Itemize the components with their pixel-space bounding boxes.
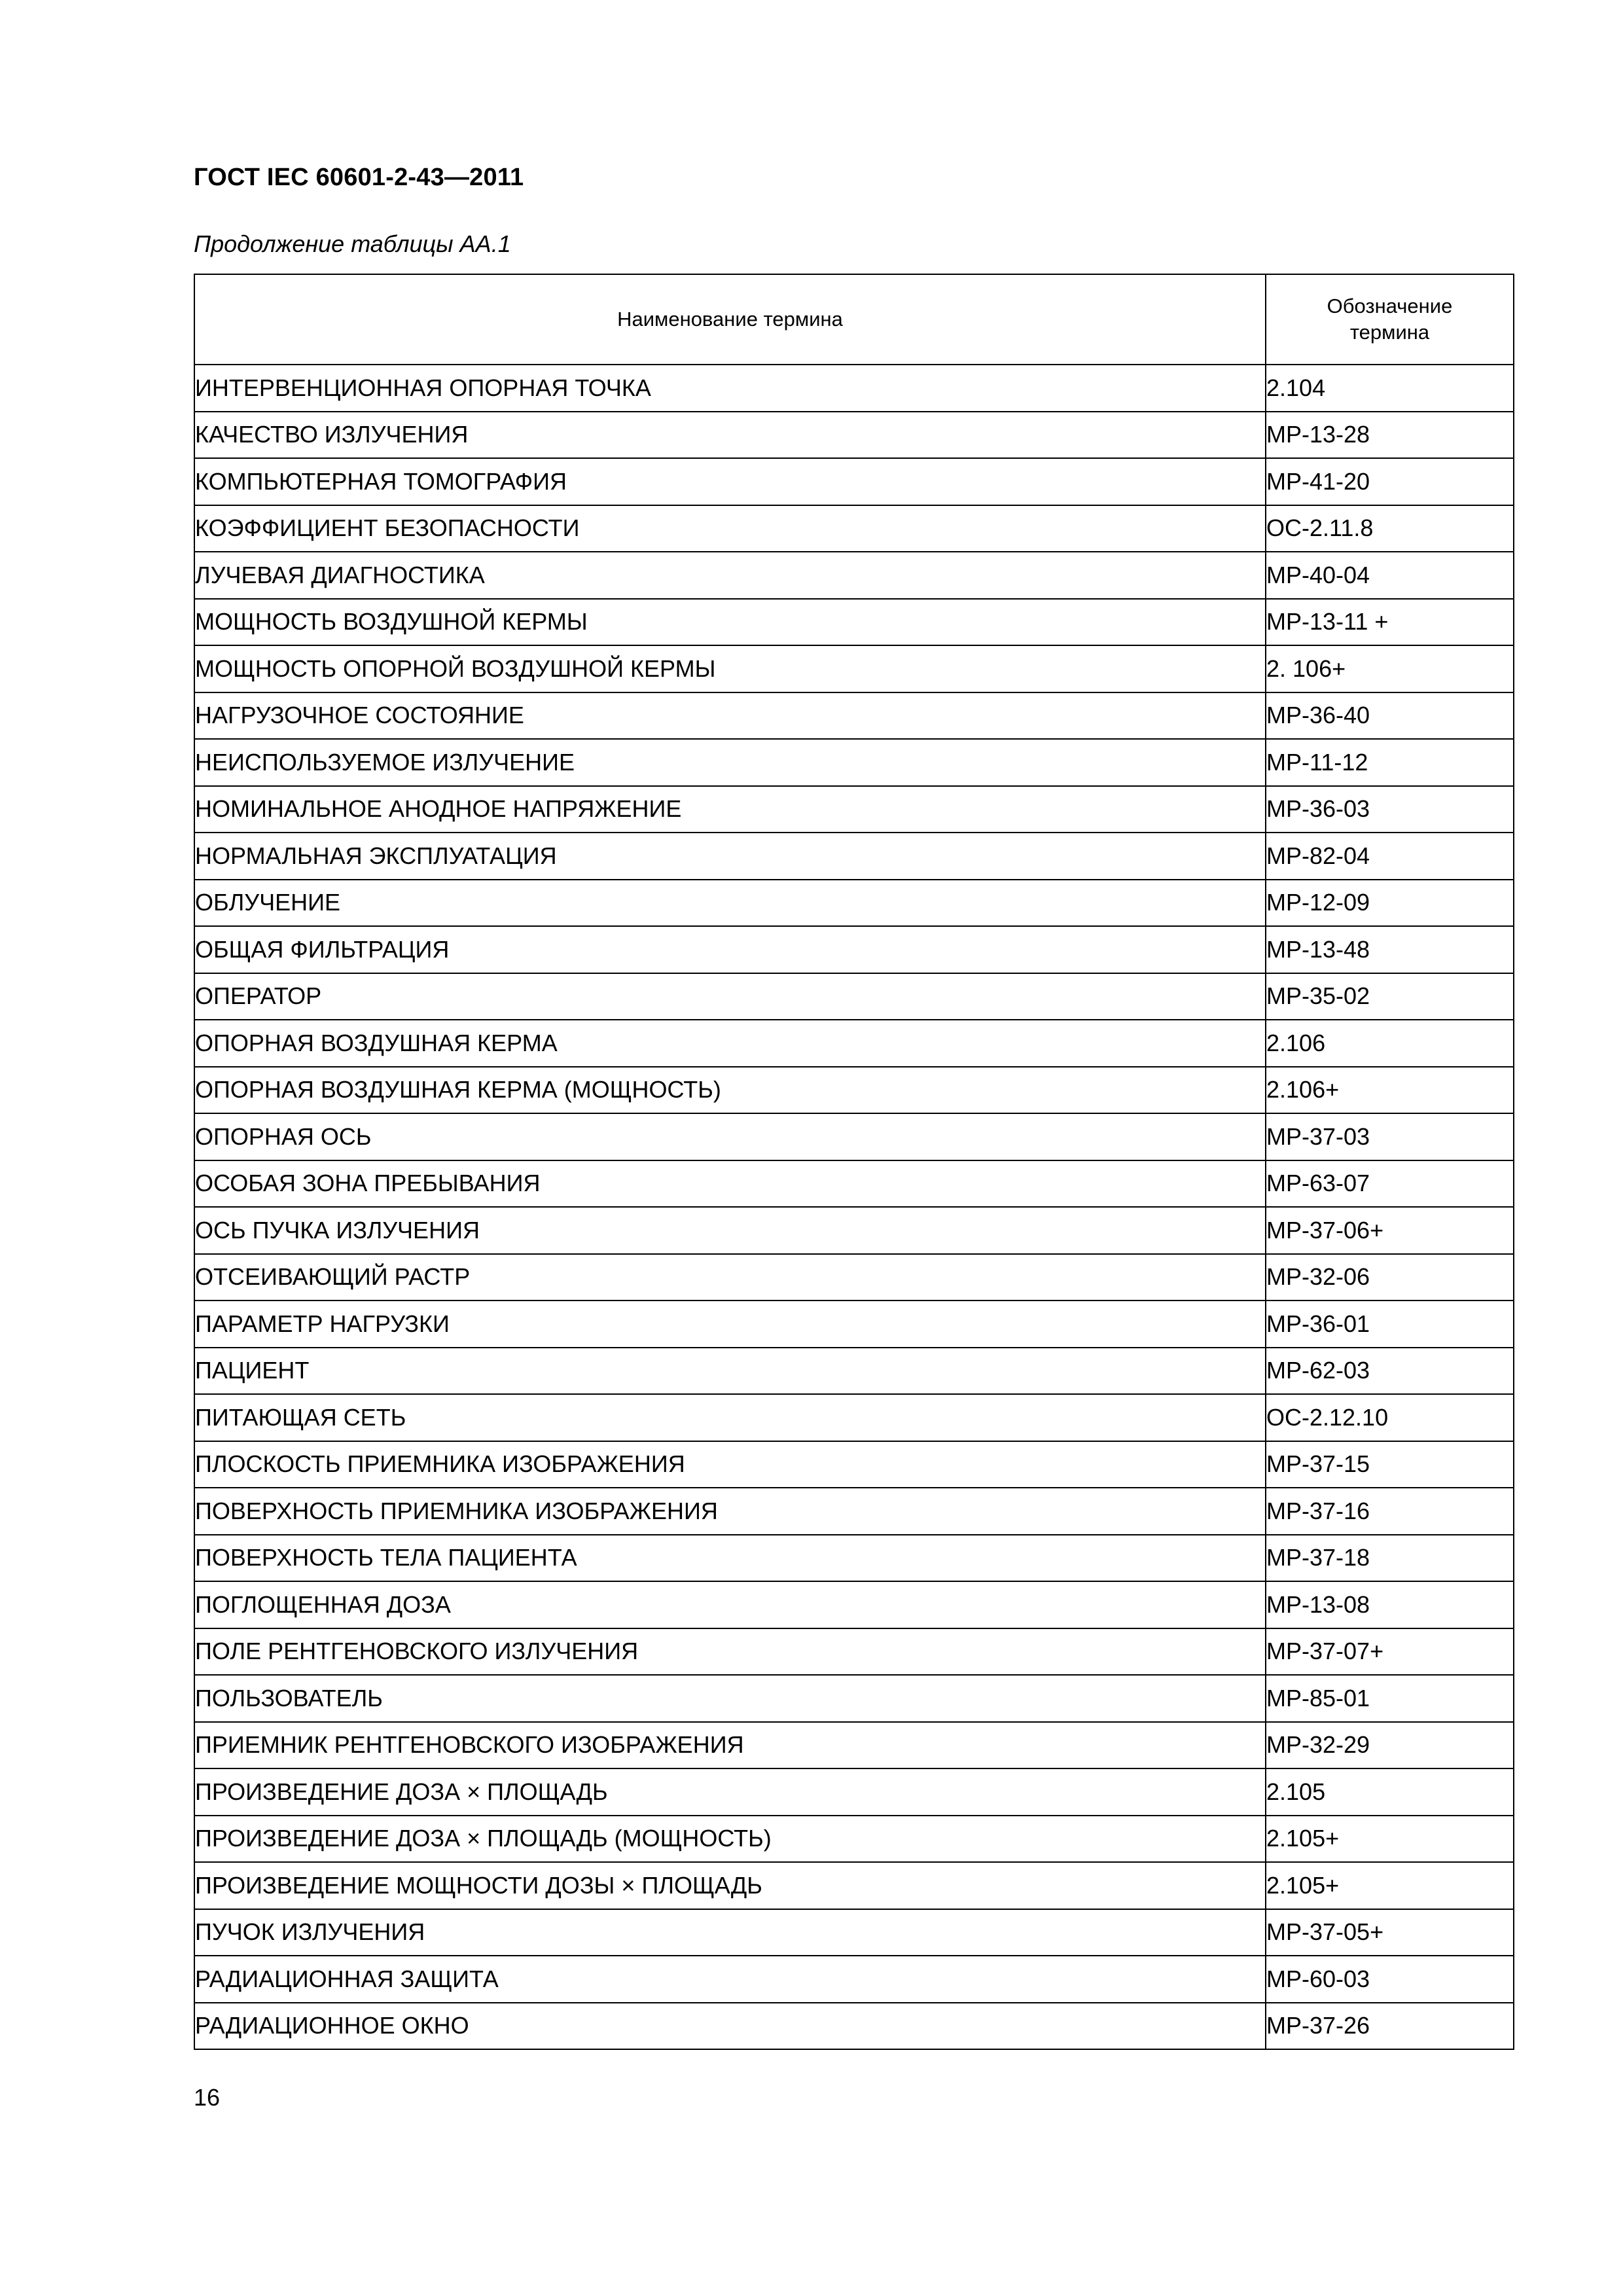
table-row xyxy=(194,1067,1514,1114)
term-code-cell: 2.104 xyxy=(1266,365,1514,412)
table-row xyxy=(194,458,1514,505)
table-row xyxy=(194,1113,1514,1160)
term-name-cell: РАДИАЦИОННАЯ ЗАЩИТА xyxy=(194,1956,1266,2003)
term-name-cell: ПРИЕМНИК РЕНТГЕНОВСКОГО ИЗОБРАЖЕНИЯ xyxy=(194,1722,1266,1769)
term-name-cell: ЛУЧЕВАЯ ДИАГНОСТИКА xyxy=(194,552,1266,599)
term-name-cell: ОСЬ ПУЧКА ИЗЛУЧЕНИЯ xyxy=(194,1207,1266,1254)
term-code-cell: МР-13-08 xyxy=(1266,1581,1514,1628)
table-row xyxy=(194,926,1514,973)
term-name-cell: ОПОРНАЯ ВОЗДУШНАЯ КЕРМА xyxy=(194,1020,1266,1067)
term-code-cell: 2.105+ xyxy=(1266,1816,1514,1863)
term-code-cell: МР-11-12 xyxy=(1266,739,1514,786)
term-code-cell: МР-62-03 xyxy=(1266,1348,1514,1395)
term-code-cell: МР-40-04 xyxy=(1266,552,1514,599)
term-code-cell: МР-13-28 xyxy=(1266,412,1514,459)
table-row xyxy=(194,833,1514,880)
table-row xyxy=(194,1207,1514,1254)
term-name-cell: НОМИНАЛЬНОЕ АНОДНОЕ НАПРЯЖЕНИЕ xyxy=(194,786,1266,833)
table-row xyxy=(194,505,1514,552)
term-code-cell: МР-36-03 xyxy=(1266,786,1514,833)
table-row xyxy=(194,1394,1514,1441)
table-row xyxy=(194,1254,1514,1301)
term-name-cell: ОПОРНАЯ ОСЬ xyxy=(194,1113,1266,1160)
term-name-cell: ПРОИЗВЕДЕНИЕ ДОЗА × ПЛОЩАДЬ xyxy=(194,1768,1266,1816)
table-row xyxy=(194,599,1514,646)
term-name-cell: ОТСЕИВАЮЩИЙ РАСТР xyxy=(194,1254,1266,1301)
term-code-cell: 2.105 xyxy=(1266,1768,1514,1816)
term-name-cell: ПЛОСКОСТЬ ПРИЕМНИКА ИЗОБРАЖЕНИЯ xyxy=(194,1441,1266,1488)
term-name-cell: КАЧЕСТВО ИЗЛУЧЕНИЯ xyxy=(194,412,1266,459)
table-row xyxy=(194,2003,1514,2050)
term-code-cell: ОС-2.12.10 xyxy=(1266,1394,1514,1441)
table-row xyxy=(194,552,1514,599)
table-row xyxy=(194,412,1514,459)
term-name-cell: КОЭФФИЦИЕНТ БЕЗОПАСНОСТИ xyxy=(194,505,1266,552)
term-name-cell: КОМПЬЮТЕРНАЯ ТОМОГРАФИЯ xyxy=(194,458,1266,505)
table-row xyxy=(194,1441,1514,1488)
term-code-cell: МР-85-01 xyxy=(1266,1675,1514,1722)
table-row xyxy=(194,1722,1514,1769)
table-row xyxy=(194,1862,1514,1909)
table-caption: Продолжение таблицы АА.1 xyxy=(194,230,511,257)
term-code-cell: МР-37-16 xyxy=(1266,1488,1514,1535)
table-header-row xyxy=(194,274,1514,365)
term-code-cell: МР-63-07 xyxy=(1266,1160,1514,1208)
term-code-cell: МР-37-07+ xyxy=(1266,1628,1514,1676)
term-name-cell: ПУЧОК ИЗЛУЧЕНИЯ xyxy=(194,1909,1266,1956)
table-row xyxy=(194,739,1514,786)
term-code-cell: МР-37-26 xyxy=(1266,2003,1514,2050)
term-code-cell: МР-41-20 xyxy=(1266,458,1514,505)
term-name-cell: ПОВЕРХНОСТЬ ТЕЛА ПАЦИЕНТА xyxy=(194,1535,1266,1582)
term-name-cell: ОБЩАЯ ФИЛЬТРАЦИЯ xyxy=(194,926,1266,973)
term-name-cell: ОПОРНАЯ ВОЗДУШНАЯ КЕРМА (МОЩНОСТЬ) xyxy=(194,1067,1266,1114)
table-row xyxy=(194,1768,1514,1816)
terms-table xyxy=(194,274,1514,2050)
table-row xyxy=(194,1020,1514,1067)
table-row xyxy=(194,1956,1514,2003)
table-row xyxy=(194,973,1514,1020)
page-number: 16 xyxy=(194,2084,221,2111)
term-code-cell: МР-32-06 xyxy=(1266,1254,1514,1301)
term-name-cell: МОЩНОСТЬ ОПОРНОЙ ВОЗДУШНОЙ КЕРМЫ xyxy=(194,645,1266,692)
term-code-cell: МР-32-29 xyxy=(1266,1722,1514,1769)
term-name-cell: НОРМАЛЬНАЯ ЭКСПЛУАТАЦИЯ xyxy=(194,833,1266,880)
table-row xyxy=(194,1300,1514,1348)
table-body xyxy=(194,365,1514,2049)
column-header-code-line1: Обозначение xyxy=(1327,295,1453,317)
table-row xyxy=(194,786,1514,833)
term-name-cell: ПОЛЬЗОВАТЕЛЬ xyxy=(194,1675,1266,1722)
term-name-cell: ПРОИЗВЕДЕНИЕ МОЩНОСТИ ДОЗЫ × ПЛОЩАДЬ xyxy=(194,1862,1266,1909)
term-code-cell: МР-60-03 xyxy=(1266,1956,1514,2003)
term-name-cell: ИНТЕРВЕНЦИОННАЯ ОПОРНАЯ ТОЧКА xyxy=(194,365,1266,412)
term-name-cell: РАДИАЦИОННОЕ ОКНО xyxy=(194,2003,1266,2050)
term-name-cell: ОСОБАЯ ЗОНА ПРЕБЫВАНИЯ xyxy=(194,1160,1266,1208)
column-header-name: Наименование термина xyxy=(194,274,1266,365)
term-name-cell: НАГРУЗОЧНОЕ СОСТОЯНИЕ xyxy=(194,692,1266,740)
term-code-cell: МР-36-40 xyxy=(1266,692,1514,740)
term-name-cell: МОЩНОСТЬ ВОЗДУШНОЙ КЕРМЫ xyxy=(194,599,1266,646)
table-row xyxy=(194,1581,1514,1628)
term-code-cell: 2. 106+ xyxy=(1266,645,1514,692)
column-header-code-line2: термина xyxy=(1349,321,1430,344)
table-row xyxy=(194,1348,1514,1395)
term-code-cell: МР-37-15 xyxy=(1266,1441,1514,1488)
term-code-cell: МР-13-48 xyxy=(1266,926,1514,973)
table-row xyxy=(194,1160,1514,1208)
table-row xyxy=(194,365,1514,412)
term-name-cell: НЕИСПОЛЬЗУЕМОЕ ИЗЛУЧЕНИЕ xyxy=(194,739,1266,786)
term-name-cell: ПОГЛОЩЕННАЯ ДОЗА xyxy=(194,1581,1266,1628)
table-row xyxy=(194,1675,1514,1722)
term-name-cell: ОПЕРАТОР xyxy=(194,973,1266,1020)
table-row xyxy=(194,1816,1514,1863)
term-code-cell: 2.106+ xyxy=(1266,1067,1514,1114)
term-name-cell: ПРОИЗВЕДЕНИЕ ДОЗА × ПЛОЩАДЬ (МОЩНОСТЬ) xyxy=(194,1816,1266,1863)
term-code-cell: 2.106 xyxy=(1266,1020,1514,1067)
term-name-cell: ОБЛУЧЕНИЕ xyxy=(194,880,1266,927)
table-row xyxy=(194,1909,1514,1956)
term-code-cell: МР-35-02 xyxy=(1266,973,1514,1020)
term-code-cell: МР-37-03 xyxy=(1266,1113,1514,1160)
term-code-cell: МР-36-01 xyxy=(1266,1300,1514,1348)
term-name-cell: ПАЦИЕНТ xyxy=(194,1348,1266,1395)
term-code-cell: МР-12-09 xyxy=(1266,880,1514,927)
term-name-cell: ПАРАМЕТР НАГРУЗКИ xyxy=(194,1300,1266,1348)
term-code-cell: МР-37-06+ xyxy=(1266,1207,1514,1254)
table-row xyxy=(194,645,1514,692)
term-code-cell: МР-13-11 + xyxy=(1266,599,1514,646)
table-row xyxy=(194,880,1514,927)
table-row xyxy=(194,1488,1514,1535)
term-name-cell: ПОЛЕ РЕНТГЕНОВСКОГО ИЗЛУЧЕНИЯ xyxy=(194,1628,1266,1676)
term-name-cell: ПИТАЮЩАЯ СЕТЬ xyxy=(194,1394,1266,1441)
column-header-code xyxy=(1266,274,1514,365)
document-header: ГОСТ IEC 60601-2-43—2011 xyxy=(194,164,524,191)
table-row xyxy=(194,1628,1514,1676)
table-row xyxy=(194,1535,1514,1582)
term-code-cell: 2.105+ xyxy=(1266,1862,1514,1909)
table-row xyxy=(194,692,1514,740)
term-name-cell: ПОВЕРХНОСТЬ ПРИЕМНИКА ИЗОБРАЖЕНИЯ xyxy=(194,1488,1266,1535)
term-code-cell: МР-37-18 xyxy=(1266,1535,1514,1582)
term-code-cell: ОС-2.11.8 xyxy=(1266,505,1514,552)
term-code-cell: МР-37-05+ xyxy=(1266,1909,1514,1956)
term-code-cell: МР-82-04 xyxy=(1266,833,1514,880)
